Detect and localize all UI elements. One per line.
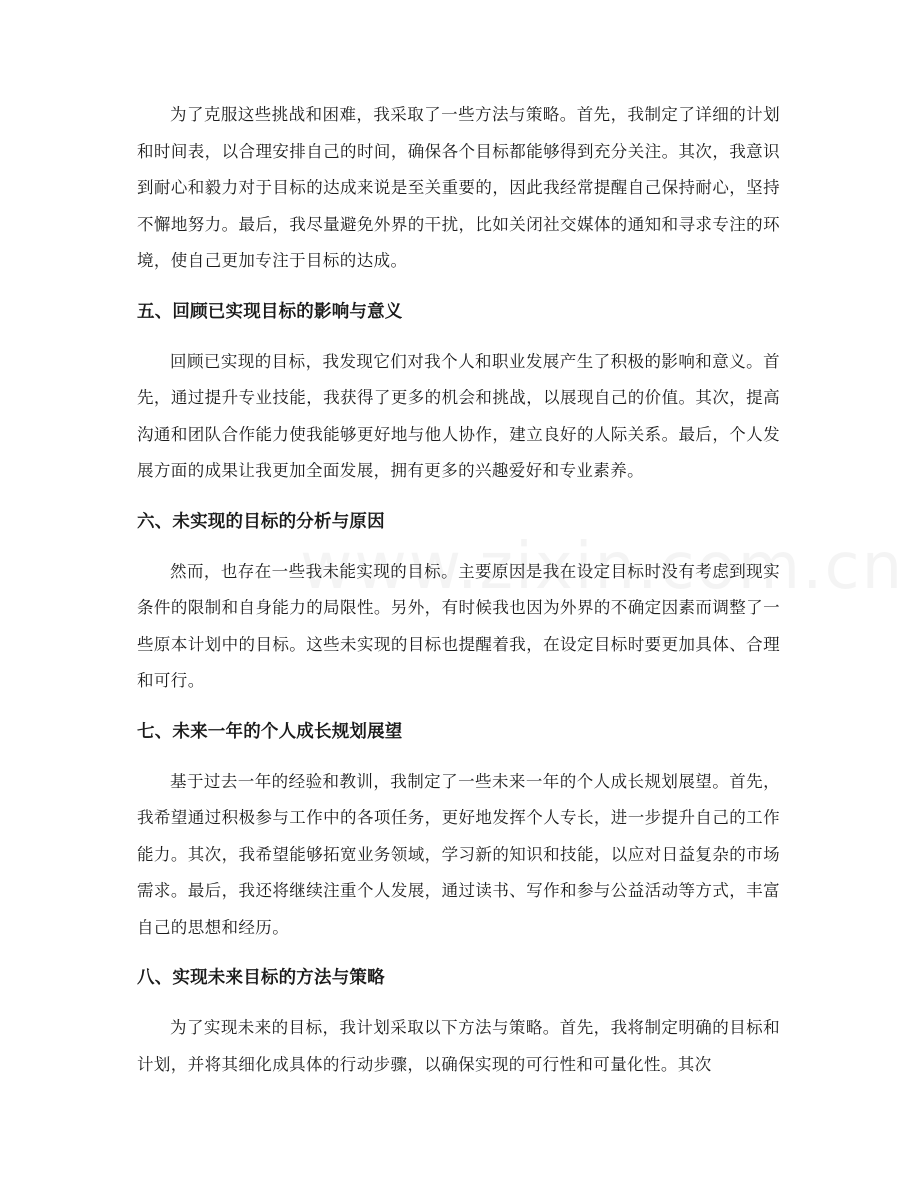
paragraph-unachieved-analysis: 然而，也存在一些我未能实现的目标。主要原因是我在设定目标时没有考虑到现实条件的限制和自身能力的局限性。另外，有时候我也因为外界的不确定因素而调整了一些原本计划中的目标。这些未实现的目标也提醒着我，在设定目标时要更加具体、合理和可行。 <box>137 561 780 690</box>
heading-section-6: 六、未实现的目标的分析与原因 <box>137 511 385 532</box>
paragraph-achieved-impact: 回顾已实现的目标，我发现它们对我个人和职业发展产生了积极的影响和意义。首先，通过提升专业技能，我获得了更多的机会和挑战，以展现自己的价值。其次，提高沟通和团队合作能力使我能够更好地与他人协作，建立良好的人际关系。最后，个人发展方面的成果让我更加全面发展，拥有更多的兴趣爱好和专业素养。 <box>137 351 780 480</box>
paragraph-future-plan: 基于过去一年的经验和教训，我制定了一些未来一年的个人成长规划展望。首先，我希望通过积极参与工作中的各项任务，更好地发挥个人专长，进一步提升自己的工作能力。其次，我希望能够拓宽业务领域，学习新的知识和技能，以应对日益复杂的市场需求。最后，我还将继续注重个人发展，通过读书、写作和参与公益活动等方式，丰富自己的思想和经历。 <box>137 771 780 937</box>
paragraph-future-methods: 为了实现未来的目标，我计划采取以下方法与策略。首先，我将制定明确的目标和计划，并将其细化成具体的行动步骤，以确保实现的可行性和可量化性。其次 <box>137 1018 780 1074</box>
heading-section-7: 七、未来一年的个人成长规划展望 <box>137 721 403 742</box>
paragraph-strategies: 为了克服这些挑战和困难，我采取了一些方法与策略。首先，我制定了详细的计划和时间表，以合理安排自己的时间，确保各个目标都能够得到充分关注。其次，我意识到耐心和毅力对于目标的达成来说是至关重要的，因此我经常提醒自己保持耐心，坚持不懈地努力。最后，我尽量避免外界的干扰，比如关闭社交媒体的通知和寻求专注的环境，使自己更加专注于目标的达成。 <box>137 105 780 270</box>
document-body <box>137 97 780 1083</box>
heading-section-8: 八、实现未来目标的方法与策略 <box>137 968 385 988</box>
heading-section-5: 五、回顾已实现目标的影响与意义 <box>137 301 403 322</box>
